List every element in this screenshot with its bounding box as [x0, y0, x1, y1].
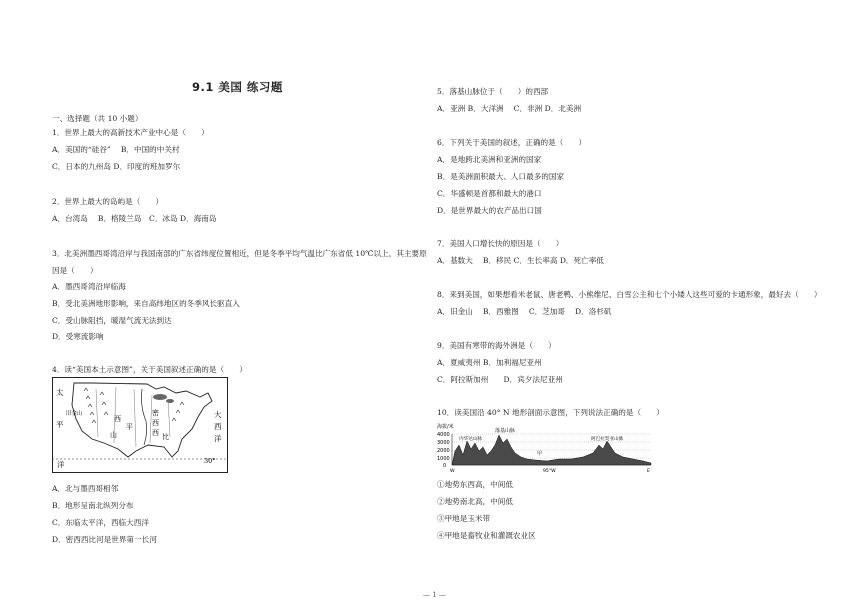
question-3-line2: 因是（ ） [52, 266, 98, 275]
map-label-ping2: 平 [126, 423, 133, 431]
q3-option-d: D．受寒流影响 [52, 332, 104, 341]
question-8: 8．来到美国，如果想看米老鼠、唐老鸭、小熊维尼、白雪公主和七个小矮人这些可爱的卡通形象，最好去（ ） [437, 290, 822, 299]
page-number: — 1 — [423, 591, 446, 599]
q7-options: A．基数大 B．移民 C．生长率高 D．死亡率低 [437, 256, 604, 265]
q4-option-b: B．地形呈南北纵列分布 [52, 501, 134, 510]
q10-statement-4: ④甲地是畜牧业和灌溉农业区 [437, 531, 536, 540]
question-2: 2．世界上最大的岛屿是（ ） [52, 197, 164, 206]
q4-option-a: A．北与墨西哥相邻 [52, 484, 119, 493]
question-7: 7．美国人口增长快的原因是（ ） [437, 239, 564, 248]
question-5: 5．落基山脉位于（ ）的西部 [437, 87, 549, 96]
q10-statement-3: ③甲地是玉米带 [437, 514, 491, 523]
map-label-tai: 太 [56, 388, 64, 397]
question-6: 6．下列关于美国的叙述，正确的是（ ） [437, 138, 587, 147]
q10-statement-1: ①地势东西高，中间低 [437, 480, 513, 489]
question-3-line1: 3．北美洲墨西哥湾沿岸与我国南部的广东省纬度位置相近，但是冬季平均气温比广东省低 10℃以上，其主要原 [52, 249, 427, 258]
q9-options-line1: A．夏威夷州 B．加利福尼亚州 [437, 358, 542, 367]
map-label-yang2: 洋 [214, 434, 222, 443]
question-10: 10．读美国沿 40° N 地形剖面示意图，下列说法正确的是（ ） [437, 408, 664, 417]
map-label-shan: 山 [110, 431, 117, 439]
profile-y-label: 海拔/米 [437, 424, 454, 430]
profile-label-west-region: 内华达山脉 [459, 437, 482, 442]
profile-label-rocky: 落基山脉 [495, 428, 516, 434]
profile-y-tick-0: 0 [443, 463, 447, 469]
question-1: 1．世界上最大的高新技术产业中心是（ ） [52, 128, 209, 137]
q5-options: A．亚洲 B．大洋洲 C．非洲 D．北美洲 [437, 104, 582, 113]
page-title: 9.1 美国 练习题 [192, 80, 283, 94]
map-label-xi: 西 [214, 422, 222, 431]
q4-option-c: C．东临太平洋，西临大西洋 [52, 518, 149, 527]
map-label-bi: 比 [162, 433, 169, 441]
question-4: 4．读“美国本土示意图”，关于美国叙述正确的是（ ） [52, 365, 247, 374]
q6-option-d: D．是世界最大的农产品出口国 [437, 206, 542, 215]
map-label-jiujinshan: 旧金山 [66, 411, 83, 417]
section-heading: 一、选择题（共 10 小题） [52, 114, 143, 123]
profile-label-jia: 甲 [537, 451, 543, 457]
profile-x-tick-e: E [647, 469, 650, 473]
map-label-xi3: 西 [152, 419, 159, 427]
terrain-profile-figure [437, 421, 655, 473]
q3-option-a: A．墨西哥湾沿岸临海 [52, 282, 126, 291]
q3-option-c: C．受山脉阻挡，暖湿气流无法到达 [52, 316, 172, 325]
profile-x-tick-95w: 95°W [543, 469, 556, 473]
q10-statement-2: ②地势南北高，中间低 [437, 497, 513, 506]
q1-options-line1: A．美国的“硅谷” B．中国的中关村 [52, 145, 180, 154]
q6-option-b: B．是美洲面积最大、人口最多的国家 [437, 172, 565, 181]
q8-options: A．旧金山 B．西雅图 C．芝加哥 D．洛杉矶 [437, 307, 612, 316]
q1-options-line2: C．日本的九州岛 D．印度的班加罗尔 [52, 162, 181, 171]
profile-y-tick-1000: 1000 [437, 456, 450, 462]
question-9: 9．美国有寒带的海外洲是（ ） [437, 341, 556, 350]
profile-label-east-region: 阿巴拉契亚山脉 [591, 437, 624, 442]
q6-option-c: C．华盛顿是首都和最大的港口 [437, 189, 542, 198]
map-label-mi: 密 [152, 409, 159, 417]
map-label-da: 大 [214, 410, 222, 419]
profile-x-tick-w: W [450, 469, 455, 473]
q3-option-b: B．受北美洲地形影响，来自高纬地区的冬季风长驱直入 [52, 299, 240, 308]
profile-y-tick-3000: 3000 [437, 440, 450, 446]
map-label-ping: 平 [56, 420, 64, 429]
q2-options: A．台湾岛 B．格陵兰岛 C．冰岛 D．海南岛 [52, 214, 217, 223]
q6-option-a: A．是地跨北美洲和亚洲的国家 [437, 155, 542, 164]
map-label-yang: 洋 [57, 460, 65, 469]
q9-options-line2: C．阿拉斯加州 D．宾夕法尼亚州 [437, 375, 563, 384]
map-label-xi2: 西 [114, 415, 121, 423]
map-latitude-label: 30° [204, 457, 216, 465]
map-label-xi4: 西 [152, 429, 159, 437]
us-map-figure [52, 377, 228, 473]
profile-y-tick-4000: 4000 [437, 432, 450, 438]
q4-option-d: D．密西西比河是世界第一长河 [52, 535, 157, 544]
profile-y-tick-2000: 2000 [437, 448, 450, 454]
